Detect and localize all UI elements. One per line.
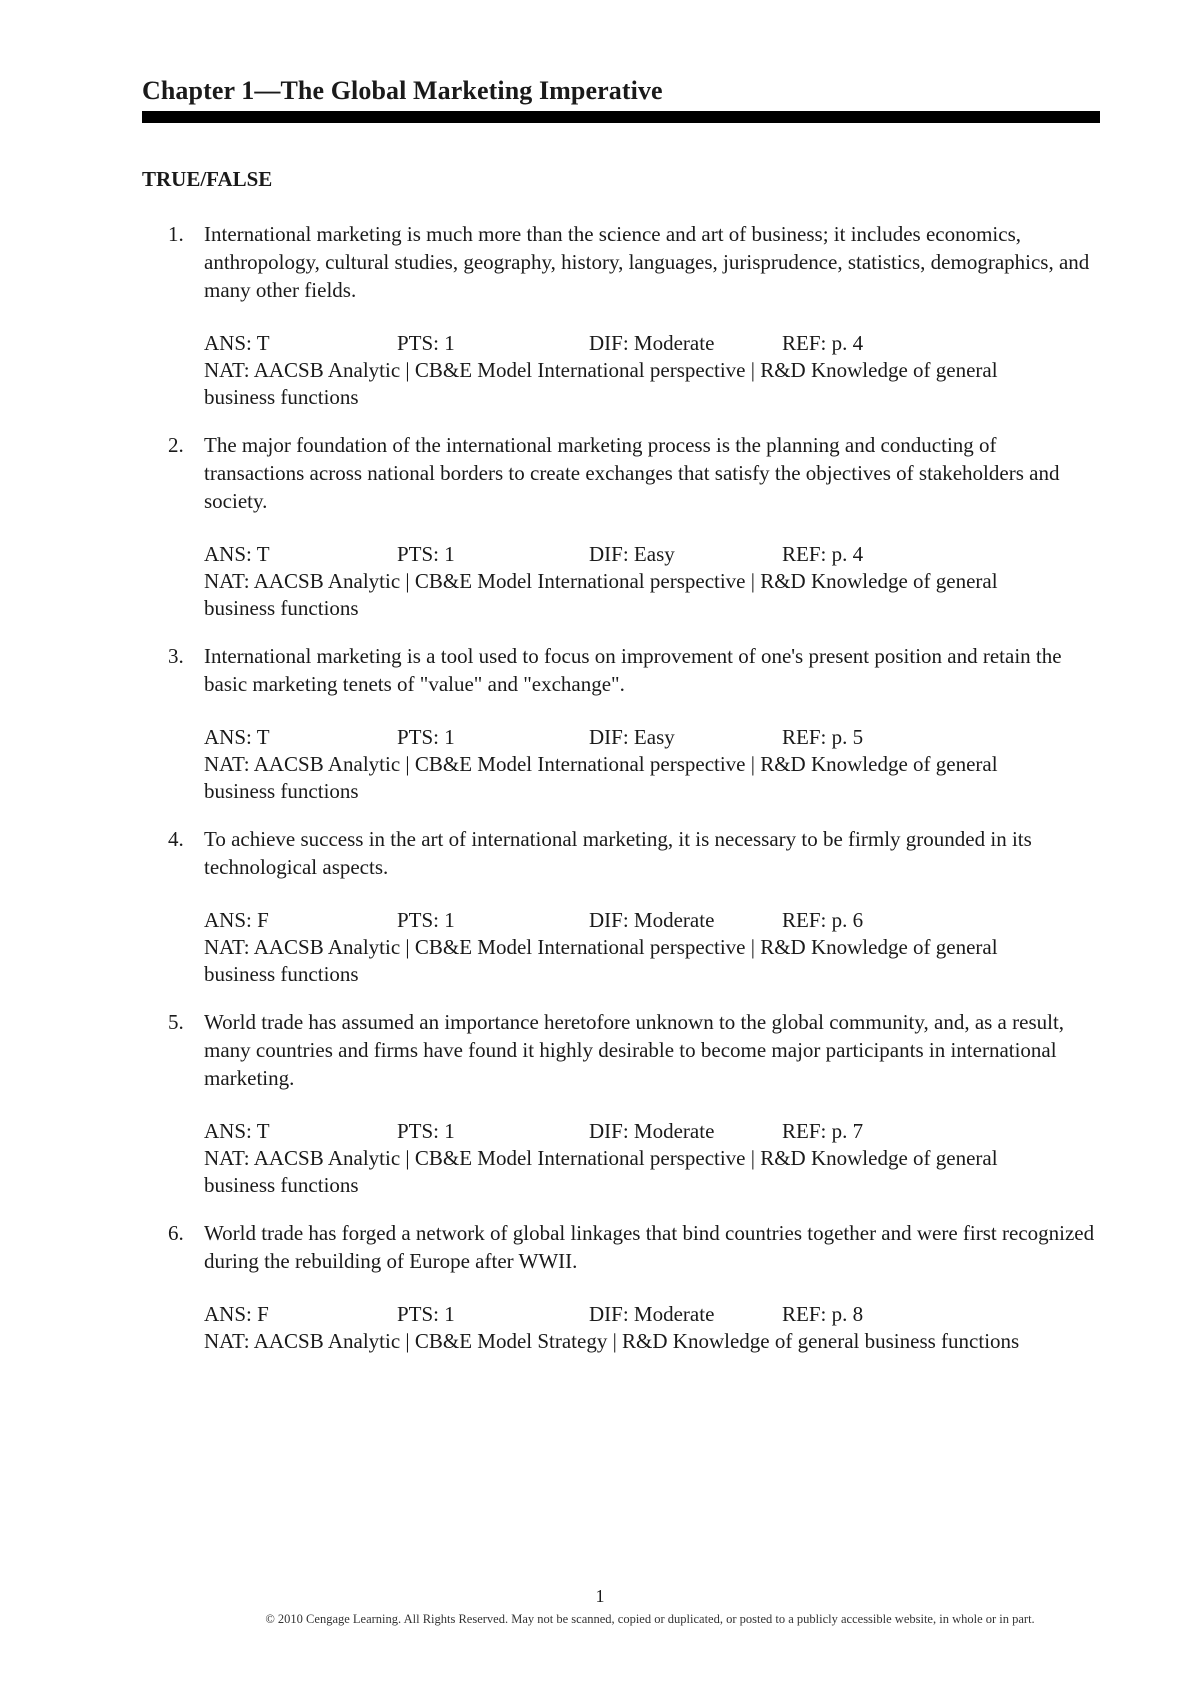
question-number: 5. <box>168 1010 184 1034</box>
nat-field: NAT: AACSB Analytic | CB&E Model International perspective | R&D Knowledge of general business functions <box>204 935 998 986</box>
points-field: PTS: 1 <box>397 908 455 932</box>
reference-field: REF: p. 4 <box>782 542 864 566</box>
question-number: 1. <box>168 222 184 246</box>
question-number: 3. <box>168 644 184 668</box>
section-heading: TRUE/FALSE <box>142 167 273 191</box>
reference-field: REF: p. 7 <box>782 1119 864 1143</box>
answer-meta <box>204 541 1096 622</box>
title-rule <box>142 111 1100 123</box>
question-number: 6. <box>168 1221 184 1245</box>
nat-field: NAT: AACSB Analytic | CB&E Model International perspective | R&D Knowledge of general business functions <box>204 1146 998 1197</box>
question-2 <box>0 431 1200 622</box>
answer-meta <box>204 724 1096 805</box>
question-text: World trade has forged a network of global linkages that bind countries together and were first recognized during the rebuilding of Europe after WWII. <box>204 1221 1095 1273</box>
question-5 <box>0 1008 1200 1199</box>
answer-field: ANS: F <box>204 1302 269 1326</box>
answer-field: ANS: T <box>204 542 270 566</box>
answer-field: ANS: T <box>204 331 270 355</box>
points-field: PTS: 1 <box>397 542 455 566</box>
question-1 <box>0 220 1200 411</box>
answer-meta <box>204 1118 1096 1199</box>
question-text: The major foundation of the international marketing process is the planning and conducting of transactions across national borders to create exchanges that satisfy the objectives of stakeholders and society. <box>204 433 1060 513</box>
reference-field: REF: p. 5 <box>782 725 864 749</box>
question-4 <box>0 825 1200 988</box>
question-text: International marketing is much more than the science and art of business; it includes economics, anthropology, cultural studies, geography, history, languages, jurisprudence, statistics, demographics, and many other fields. <box>204 222 1090 302</box>
difficulty-field: DIF: Moderate <box>589 331 715 355</box>
points-field: PTS: 1 <box>397 331 455 355</box>
reference-field: REF: p. 4 <box>782 331 864 355</box>
question-list <box>0 220 1200 1375</box>
difficulty-field: DIF: Moderate <box>589 908 715 932</box>
answer-field: ANS: F <box>204 908 269 932</box>
nat-field: NAT: AACSB Analytic | CB&E Model International perspective | R&D Knowledge of general business functions <box>204 358 998 409</box>
reference-field: REF: p. 8 <box>782 1302 864 1326</box>
nat-field: NAT: AACSB Analytic | CB&E Model International perspective | R&D Knowledge of general business functions <box>204 569 998 620</box>
difficulty-field: DIF: Easy <box>589 542 675 566</box>
nat-field: NAT: AACSB Analytic | CB&E Model International perspective | R&D Knowledge of general business functions <box>204 752 998 803</box>
answer-meta <box>204 330 1096 411</box>
answer-meta <box>204 1301 1096 1355</box>
copyright-notice: © 2010 Cengage Learning. All Rights Reserved. May not be scanned, copied or duplicated, or posted to a publicly accessible website, in whole or in part. <box>265 1612 1035 1626</box>
points-field: PTS: 1 <box>397 725 455 749</box>
difficulty-field: DIF: Moderate <box>589 1302 715 1326</box>
difficulty-field: DIF: Moderate <box>589 1119 715 1143</box>
answer-field: ANS: T <box>204 1119 270 1143</box>
question-number: 2. <box>168 433 184 457</box>
reference-field: REF: p. 6 <box>782 908 864 932</box>
answer-field: ANS: T <box>204 725 270 749</box>
points-field: PTS: 1 <box>397 1119 455 1143</box>
answer-meta <box>204 907 1096 988</box>
points-field: PTS: 1 <box>397 1302 455 1326</box>
difficulty-field: DIF: Easy <box>589 725 675 749</box>
question-6 <box>0 1219 1200 1355</box>
question-text: International marketing is a tool used to focus on improvement of one's present position and retain the basic marketing tenets of "value" and "exchange". <box>204 644 1062 696</box>
question-text: World trade has assumed an importance heretofore unknown to the global community, and, as a result, many countries and firms have found it highly desirable to become major participants in international marketing. <box>204 1010 1065 1090</box>
nat-field: NAT: AACSB Analytic | CB&E Model Strategy | R&D Knowledge of general business functions <box>204 1329 1020 1353</box>
chapter-title: Chapter 1—The Global Marketing Imperative <box>142 76 663 105</box>
question-3 <box>0 642 1200 805</box>
question-text: To achieve success in the art of international marketing, it is necessary to be firmly grounded in its technological aspects. <box>204 827 1032 879</box>
page-number: 1 <box>595 1586 605 1606</box>
question-number: 4. <box>168 827 184 851</box>
